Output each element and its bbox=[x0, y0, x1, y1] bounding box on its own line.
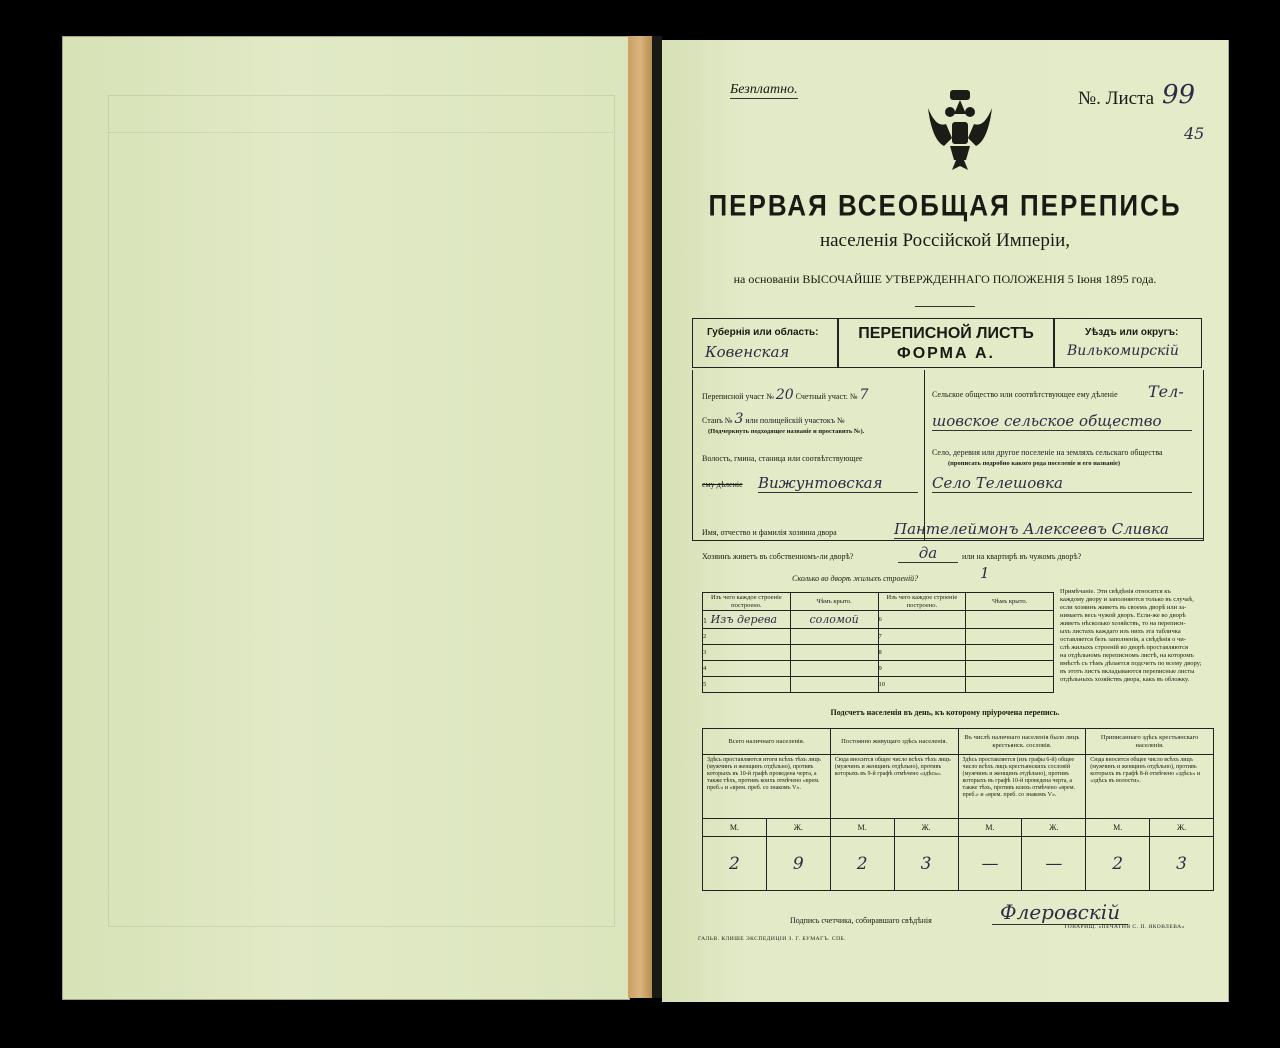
row-no: 3 bbox=[703, 645, 791, 661]
f-label: Ж. bbox=[1150, 819, 1214, 837]
row-material: Изъ дерева bbox=[710, 613, 778, 626]
counting-district-value: 7 bbox=[859, 387, 869, 403]
form-title: ПЕРВАЯ ВСЕОБЩАЯ ПЕРЕПИСЬ bbox=[708, 187, 1182, 223]
m-label: М. bbox=[1086, 819, 1150, 837]
count-header-registered: Приписаннаго здѣсь крестьянскаго населенія. bbox=[1086, 729, 1214, 755]
m-label: М. bbox=[830, 819, 894, 837]
society-value: Тел- bbox=[1148, 382, 1184, 401]
count-header-permanent: Постоянно живущаго здѣсь населенія. bbox=[830, 729, 958, 755]
volost-value: Вижунтовская bbox=[758, 474, 918, 493]
underline-note: (Подчеркнуть подходящее названіе и проставить №). bbox=[708, 428, 865, 435]
col-material-1: Изъ чего каждое строеніе построено. bbox=[703, 593, 791, 611]
census-district-no: № bbox=[766, 392, 774, 401]
count-desc-total: Здѣсь проставляются итоги всѣхъ тѣхъ лицъ (мужчинъ и женщинъ отдѣльно), противъ которыхъ въ 10-й графѣ проведена черта, а также тѣхъ, противъ коихъ отмѣчено «врем. преб.» и «врем. преб. со знакомъ V». bbox=[707, 757, 821, 791]
row-no: 4 bbox=[703, 661, 791, 677]
volost-label-2: ему дѣленіе bbox=[702, 480, 743, 489]
uezd-box bbox=[1054, 318, 1202, 368]
sheet-number-alt: 45 bbox=[1184, 124, 1205, 143]
bleed-through-frame bbox=[108, 95, 615, 927]
form-basis: на основаніи ВЫСОЧАЙШЕ УТВЕРЖДЕННАГО ПОЛОЖЕНІЯ 5 Іюня 1895 года. bbox=[733, 272, 1157, 286]
sheet-title-box bbox=[838, 318, 1054, 368]
table-row bbox=[703, 677, 1054, 693]
row-no: 8 bbox=[878, 645, 966, 661]
count-desc-permanent: Сюда вносится общее число всѣхъ тѣхъ лицъ (мужчинъ и женщинъ отдѣльно), противъ которыхъ въ 9-й графѣ отмѣчено «здѣсь». bbox=[834, 757, 951, 777]
signature-value: Флеровскій bbox=[992, 900, 1128, 925]
col-roof-2: Чѣмъ крыто. bbox=[966, 593, 1054, 611]
sheet-number-label: №. Листа bbox=[1078, 88, 1155, 109]
row-no: 7 bbox=[878, 629, 966, 645]
buildings-table bbox=[702, 592, 1054, 693]
left-page bbox=[62, 36, 630, 1000]
census-district-label: Переписной участ bbox=[702, 392, 765, 401]
village-value: Село Телешовка bbox=[932, 474, 1192, 493]
f-label: Ж. bbox=[766, 819, 830, 837]
form-subtitle: населенія Россійской Имперіи, bbox=[819, 230, 1071, 251]
count-header-peasant: Въ числѣ наличнаго населенія было лицъ крестьянск. сословія. bbox=[958, 729, 1086, 755]
census-form-page bbox=[662, 40, 1229, 1002]
table-row bbox=[703, 611, 1054, 629]
count-header-total: Всего наличнаго населенія. bbox=[703, 729, 831, 755]
village-label: Село, деревня или другое поселеніе на земляхъ сельскаго общества bbox=[932, 448, 1163, 457]
double-headed-eagle-icon bbox=[924, 88, 996, 174]
col-material-2: Изъ чего каждое строеніе построено. bbox=[878, 593, 966, 611]
count-permanent-f: 3 bbox=[894, 837, 958, 891]
census-district-field bbox=[702, 387, 869, 403]
row-no: 2 bbox=[703, 629, 791, 645]
f-label: Ж. bbox=[1022, 819, 1086, 837]
village-note: (прописать подробно какого рода поселеніе и его названіе) bbox=[948, 460, 1121, 467]
owner-label: Имя, отчество и фамилія хозяина двора bbox=[702, 528, 837, 537]
uezd-value: Вилькомирскій bbox=[1067, 343, 1179, 359]
gubernia-label: Губернія или область: bbox=[707, 327, 819, 338]
census-district-value: 20 bbox=[775, 387, 794, 403]
printer-left: ГАЛЬВ. КЛИШЕ ЭКСПЕДИЦІИ З. Г. БУМАГЪ. СПБ. bbox=[698, 936, 847, 942]
count-peasant-f: — bbox=[1022, 837, 1086, 891]
volost-label: Волость, гмина, станица или соотвѣтствующее bbox=[702, 454, 863, 463]
rented-label: или на квартирѣ въ чужомъ дворѣ? bbox=[962, 552, 1082, 561]
count-registered-f: 3 bbox=[1150, 837, 1214, 891]
count-values-row bbox=[703, 837, 1214, 891]
own-yard-label: Хозяинъ живетъ въ собственномъ-ли дворѣ? bbox=[702, 552, 854, 561]
f-label: Ж. bbox=[894, 819, 958, 837]
count-desc-registered: Сюда вносится общее число всѣхъ лицъ (мужчинъ и женщинъ отдѣльно), противъ которыхъ въ графѣ 8-й отмѣчено «здѣсь» и «здѣсь въ волости». bbox=[1090, 757, 1201, 784]
m-label: М. bbox=[703, 819, 767, 837]
printer-right: ТОВАРИЩ. «ПЕЧАТНЯ С. П. ЯКОВЛЕВА» bbox=[1064, 924, 1185, 930]
stan-field bbox=[702, 411, 845, 427]
count-total-m: 2 bbox=[703, 837, 767, 891]
row-no: 10 bbox=[878, 677, 966, 693]
free-label: Безплатно. bbox=[730, 82, 798, 97]
row-roof: соломой bbox=[790, 611, 878, 629]
count-table bbox=[702, 728, 1214, 891]
buildings-label: Сколько во дворѣ жилыхъ строеній? bbox=[792, 574, 919, 583]
gubernia-value: Ковенская bbox=[705, 343, 790, 361]
counting-district-label: Счетный участ. № bbox=[795, 392, 858, 401]
bleed-through-line bbox=[108, 132, 613, 133]
gubernia-box bbox=[692, 318, 838, 368]
stan-value: 3 bbox=[734, 411, 744, 427]
count-desc-peasant: Здѣсь проставляется (изъ графы 6-й) общее число всѣхъ лицъ крестьянскихъ сословій (мужчинъ и женщинъ отдѣльно), противъ которыхъ въ графѣ 10-й проведена черта, а также тѣхъ, противъ коихъ отмѣчено «врем. преб.» и «врем. преб. со знакомъ V». bbox=[962, 757, 1075, 798]
ornament-divider bbox=[915, 298, 975, 307]
sheet-number-value: 99 bbox=[1162, 80, 1196, 110]
police-label: или полицейскій участокъ № bbox=[745, 416, 845, 425]
count-peasant-m: — bbox=[958, 837, 1022, 891]
table-row bbox=[703, 645, 1054, 661]
count-title: Подсчетъ населенія въ день, къ которому пріурочена перепись. bbox=[830, 708, 1060, 717]
sheet-title: ПЕРЕПИСНОЙ ЛИСТЪ bbox=[858, 325, 1034, 342]
stan-no: № bbox=[724, 416, 733, 425]
form-label: ФОРМА А. bbox=[897, 345, 995, 362]
spine-gap bbox=[652, 36, 662, 998]
col-roof-1: Чѣмъ крыто. bbox=[790, 593, 878, 611]
count-permanent-m: 2 bbox=[830, 837, 894, 891]
own-yard-value: да bbox=[898, 544, 958, 563]
row-no: 6 bbox=[878, 611, 966, 629]
buildings-note: Примѣчаніе. Эти свѣдѣнія относятся къ каждому двору и заполняются только въ случаѣ, если хозяинъ живетъ въ своемъ дворѣ или за- нимаетъ весь чужой дворъ. Если-же во дворѣ живетъ нѣсколько хозяйствъ, то на переписн- ыхъ листахъ каждаго изъ нихъ эта табличка оставляется безъ заполненія, а свѣдѣнія о чи- слѣ жилыхъ строеній во дворѣ проставляются на отдѣльномъ переписномъ листѣ, на которомъ вмѣстѣ съ тѣмъ дѣлается подсчетъ по всему двору; въ этотъ листъ вкладываются переписные листы отдѣльныхъ хозяйствъ двора, какъ въ обложку. bbox=[1060, 588, 1202, 683]
count-registered-m: 2 bbox=[1086, 837, 1150, 891]
m-label: М. bbox=[958, 819, 1022, 837]
society-value-2: шовское сельское общество bbox=[932, 412, 1192, 431]
table-row bbox=[703, 661, 1054, 677]
owner-value: Пантелеймонъ Алексеевъ Сливка bbox=[894, 520, 1204, 539]
uezd-label: Уѣздъ или округъ: bbox=[1085, 327, 1179, 338]
binding-strip bbox=[628, 36, 652, 998]
location-divider bbox=[924, 370, 925, 540]
count-total-f: 9 bbox=[766, 837, 830, 891]
row-no: 5 bbox=[703, 677, 791, 693]
society-label: Сельское общество или соотвѣтствующее ему дѣленіе bbox=[932, 390, 1118, 399]
table-row bbox=[703, 629, 1054, 645]
signature-label: Подпись счетчика, собиравшаго свѣдѣнія bbox=[790, 916, 932, 925]
buildings-value: 1 bbox=[980, 564, 990, 582]
stan-label: Станъ bbox=[702, 416, 723, 425]
row-no: 9 bbox=[878, 661, 966, 677]
row-no: 1 bbox=[703, 617, 708, 625]
